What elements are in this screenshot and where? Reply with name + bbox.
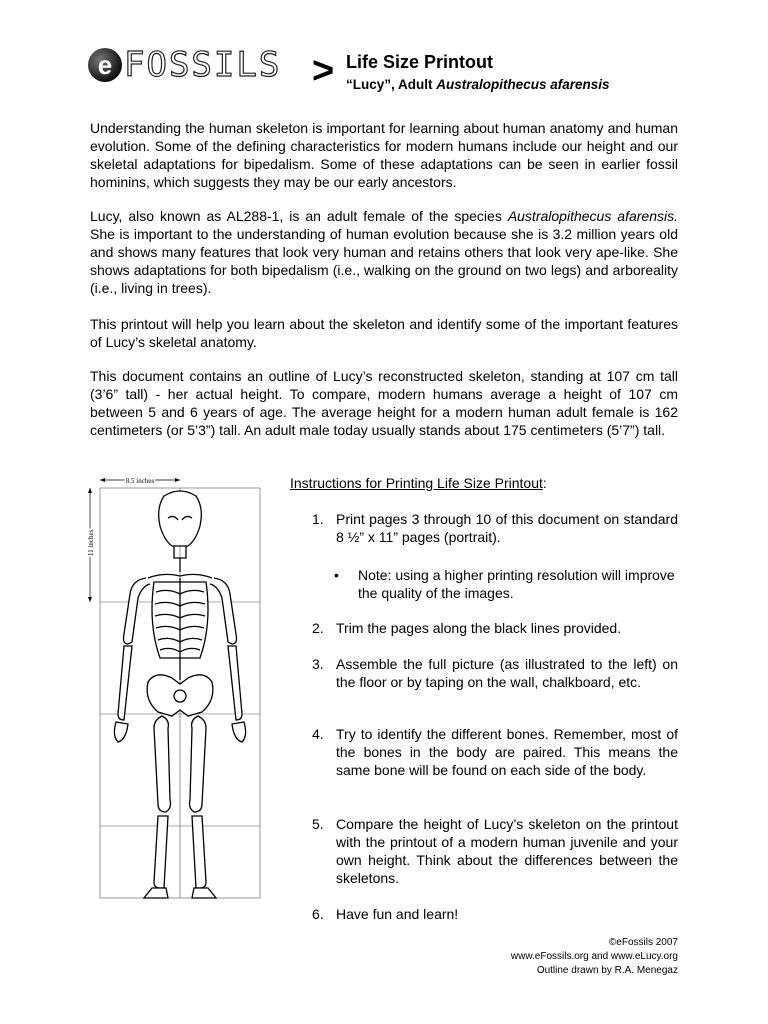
logo-e-mark: e xyxy=(88,48,122,82)
dimension-width xyxy=(100,477,180,485)
step-number: 6. xyxy=(312,906,324,922)
instruction-step xyxy=(312,725,678,779)
instructions-title xyxy=(290,475,547,491)
page-subtitle xyxy=(346,77,610,92)
step-text: Have fun and learn! xyxy=(336,906,459,922)
species-name: Australopithecus afarensis. xyxy=(507,208,678,224)
footer-credits xyxy=(511,936,678,978)
instruction-note xyxy=(334,566,678,602)
note-bullet: • xyxy=(334,567,339,583)
step-text: Trim the pages along the black lines provided. xyxy=(336,620,622,636)
instruction-step xyxy=(312,905,678,923)
instructions-title-colon: : xyxy=(542,475,547,491)
step-number: 1. xyxy=(312,511,324,527)
paragraph-lucy-start: Lucy, also known as AL288-1, is an adult female of the species xyxy=(90,208,508,224)
step-number: 5. xyxy=(312,816,324,832)
note-text: Note: using a higher printing resolution will improve the quality of the images. xyxy=(358,567,675,601)
dimension-height xyxy=(87,488,95,602)
paragraph-intro: Understanding the human skeleton is important for learning about human anatomy and human evolution. Some of the defining characteristics for modern humans include our height and our skeletal adaptations for bipedalism. Some of these adaptations can be seen in earlier fossil hominins, which suggests they may be our early ancestors. xyxy=(90,120,678,190)
height-label: 11 inches xyxy=(87,529,95,556)
paragraph-lucy xyxy=(90,207,678,297)
page-title: Life Size Printout xyxy=(346,52,494,72)
copyright-line: ©eFossils 2007 xyxy=(608,937,678,948)
subtitle-plain: “Lucy”, Adult xyxy=(346,77,437,92)
step-number: 4. xyxy=(312,726,324,742)
instructions-title-text: Instructions for Printing Life Size Printout xyxy=(290,475,543,491)
illustration-credit: Outline drawn by R.A. Menegaz xyxy=(536,965,678,976)
logo-wordmark: FOSSILS xyxy=(124,45,282,85)
step-text: Try to identify the different bones. Remember, most of the bones in the body are paired. This means the same bone will be found on each side of the body. xyxy=(336,726,678,778)
paragraph-lucy-end: She is important to the understanding of human evolution because she is 3.2 million years old and shows many features that look very human and retains others that look very ape-like. She shows adaptations for both bipedalism (i.e., walking on the ground on two legs) and arboreality (i.e., living in trees). xyxy=(90,226,678,296)
step-text: Print pages 3 through 10 of this document on standard 8 ½” x 11” pages (portrait). xyxy=(336,511,678,545)
step-number: 3. xyxy=(312,656,324,672)
step-text: Compare the height of Lucy’s skeleton on the printout with the printout of a modern human juvenile and your own height. Think about the differences between the skeletons. xyxy=(336,816,678,886)
subtitle-species: Australopithecus afarensis xyxy=(436,77,610,92)
skeleton-assembly-figure xyxy=(84,474,284,914)
instruction-step xyxy=(312,619,678,637)
step-text: Assemble the full picture (as illustrated to the left) on the floor or by taping on the wall, chalkboard, etc. xyxy=(336,656,678,690)
paragraph-height: This document contains an outline of Lucy’s reconstructed skeleton, standing at 107 cm tall (3’6” tall) - her actual height. To compare, modern humans average a height of 107 cm between 5 and 6 years of age. The average height for a modern human adult female is 162 centimeters (or 5’3”) tall. An adult male today usually stands about 175 centimeters (5’7”) tall. xyxy=(90,368,678,438)
step-number: 2. xyxy=(312,620,324,636)
instruction-step xyxy=(312,510,678,546)
header-arrow: > xyxy=(312,50,335,92)
paragraph-purpose: This printout will help you learn about the skeleton and identify some of the important features of Lucy’s skeletal anatomy. xyxy=(90,316,678,350)
instruction-step xyxy=(312,655,678,691)
instruction-step xyxy=(312,815,678,887)
efossils-logo xyxy=(88,42,281,88)
width-label: 8.5 inches xyxy=(125,477,155,485)
website-links: www.eFossils.org and www.eLucy.org xyxy=(510,951,678,962)
